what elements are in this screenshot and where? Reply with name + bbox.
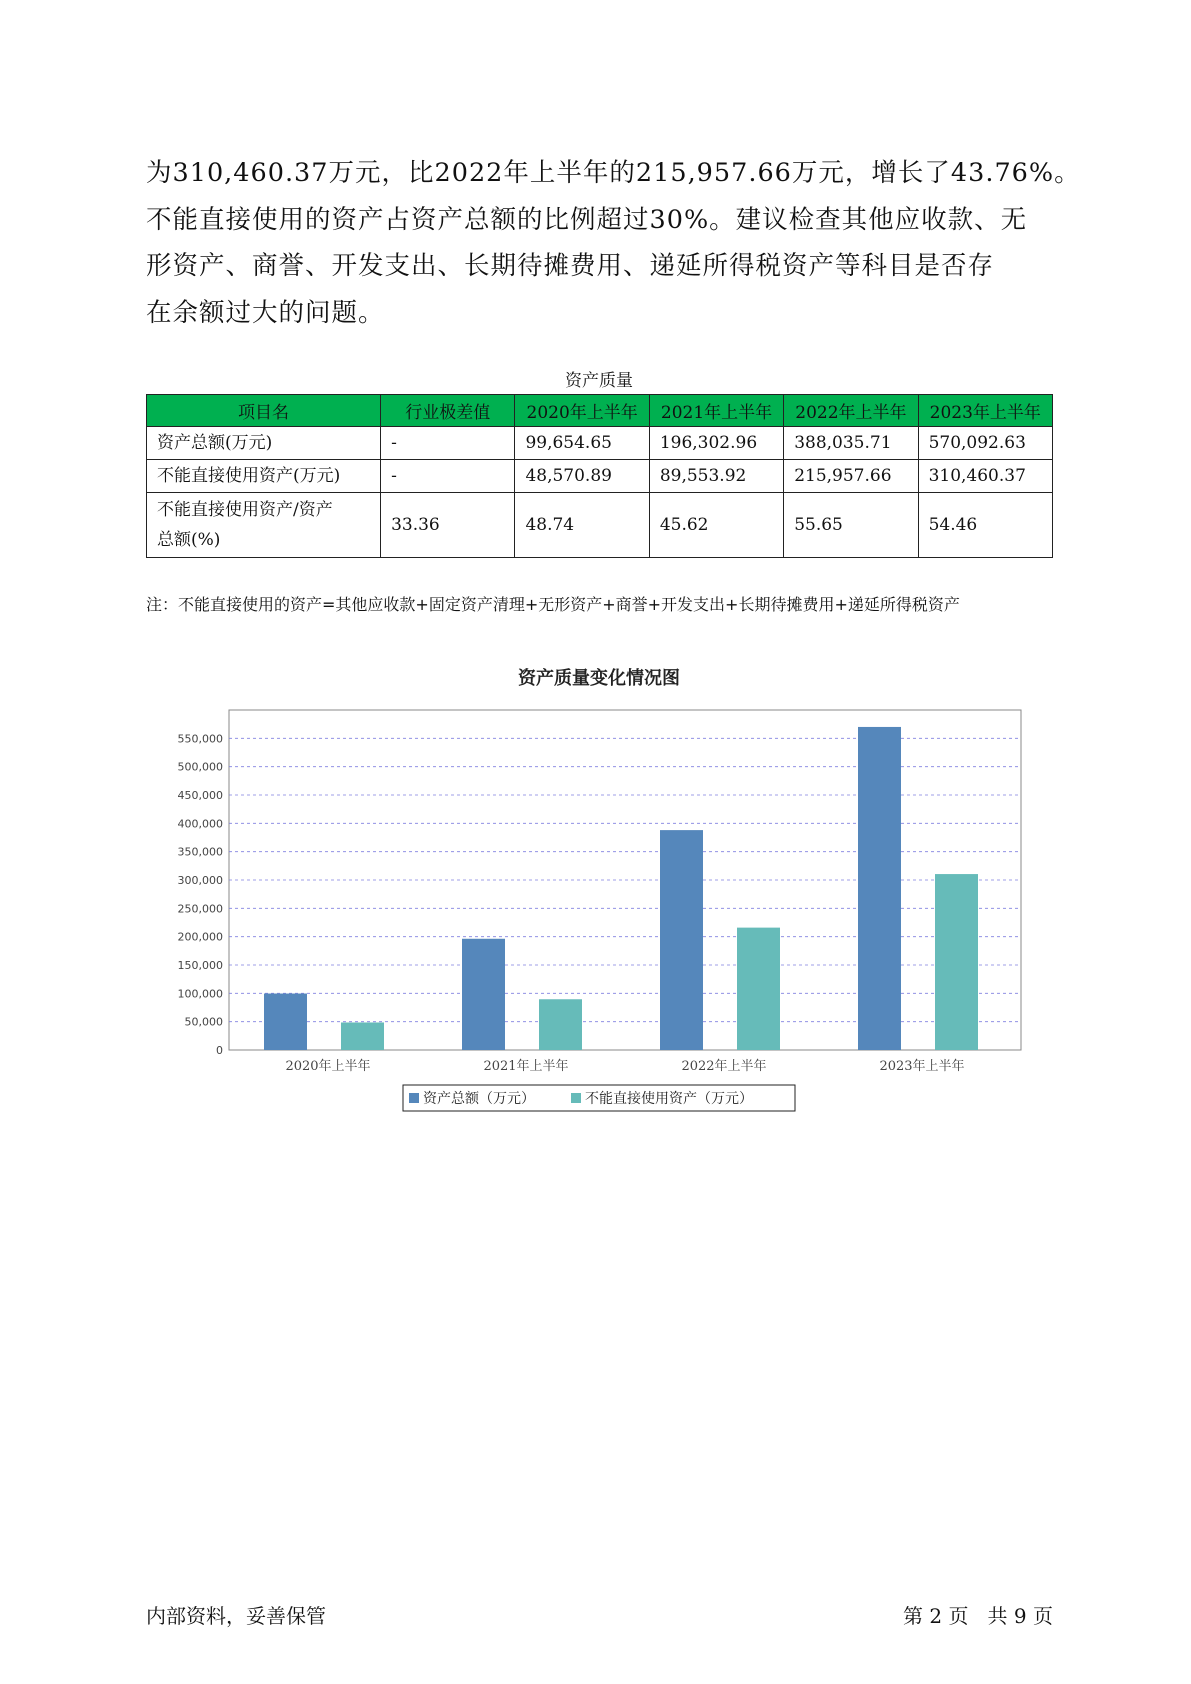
y-tick-label: 200,000 bbox=[177, 930, 223, 944]
legend-label: 资产总额（万元） bbox=[423, 1091, 535, 1107]
table-cell: 55.65 bbox=[784, 493, 918, 558]
legend-swatch bbox=[409, 1093, 419, 1103]
table-cell: 215,957.66 bbox=[784, 460, 918, 493]
table-caption: 资产质量 bbox=[565, 371, 633, 391]
y-tick-label: 250,000 bbox=[177, 902, 223, 916]
table-cell: 48,570.89 bbox=[515, 460, 649, 493]
header-2021h1: 2021年上半年 bbox=[649, 395, 783, 427]
header-2022h1: 2022年上半年 bbox=[784, 395, 918, 427]
y-tick-label: 150,000 bbox=[177, 959, 223, 972]
body-line-3: 形资产、商誉、开发支出、长期待摊费用、递延所得税资产等科目是否存 bbox=[146, 251, 995, 281]
table-cell: 196,302.96 bbox=[649, 427, 783, 460]
bar bbox=[264, 994, 307, 1050]
bar bbox=[462, 939, 505, 1050]
y-tick-label: 500,000 bbox=[177, 760, 223, 774]
row-name bbox=[147, 493, 381, 558]
table-cell: - bbox=[381, 427, 515, 460]
x-tick-label: 2020年上半年 bbox=[285, 1059, 371, 1074]
bar bbox=[341, 1022, 384, 1050]
table-note: 注：不能直接使用的资产=其他应收款+固定资产清理+无形资产+商誉+开发支出+长期待摊费用+递延所得税资产 bbox=[146, 595, 960, 614]
body-line-2: 不能直接使用的资产占资产总额的比例超过30%。建议检查其他应收款、无 bbox=[146, 204, 1028, 235]
table-cell: 54.46 bbox=[918, 493, 1052, 558]
y-tick-label: 0 bbox=[216, 1044, 223, 1057]
table-cell: 45.62 bbox=[649, 493, 783, 558]
header-2023h1: 2023年上半年 bbox=[918, 395, 1052, 427]
x-tick-label: 2022年上半年 bbox=[681, 1059, 767, 1074]
table-row bbox=[147, 460, 1053, 493]
table-cell: 33.36 bbox=[381, 493, 515, 558]
y-tick-label: 450,000 bbox=[177, 789, 223, 802]
table-cell: 570,092.63 bbox=[918, 427, 1052, 460]
bar bbox=[660, 830, 703, 1050]
bar bbox=[539, 999, 582, 1050]
table-cell: 99,654.65 bbox=[515, 427, 649, 460]
chart-svg bbox=[146, 660, 1053, 1120]
bar bbox=[737, 928, 780, 1050]
footer-confidential: 内部资料，妥善保管 bbox=[146, 1604, 326, 1628]
table-cell: 89,553.92 bbox=[649, 460, 783, 493]
body-line-4: 在余额过大的问题。 bbox=[146, 297, 385, 328]
table-row bbox=[147, 493, 1053, 558]
header-item-name: 项目名 bbox=[147, 395, 381, 427]
table-cell: 388,035.71 bbox=[784, 427, 918, 460]
y-tick-label: 350,000 bbox=[177, 845, 223, 859]
x-tick-label: 2023年上半年 bbox=[879, 1059, 965, 1074]
asset-quality-chart bbox=[146, 660, 1053, 1120]
x-tick-label: 2021年上半年 bbox=[483, 1059, 569, 1074]
y-tick-label: 300,000 bbox=[177, 874, 223, 887]
footer-page-number: 第 2 页 共 9 页 bbox=[903, 1604, 1053, 1628]
legend-swatch bbox=[571, 1093, 581, 1103]
table-header-row bbox=[147, 395, 1053, 427]
row-name-line-2: 总额(%) bbox=[157, 530, 221, 550]
y-tick-label: 400,000 bbox=[177, 817, 223, 831]
bar bbox=[935, 874, 978, 1050]
table-cell: 48.74 bbox=[515, 493, 649, 558]
row-name: 不能直接使用资产(万元) bbox=[147, 460, 381, 493]
y-tick-label: 550,000 bbox=[177, 732, 223, 746]
table-cell: 310,460.37 bbox=[918, 460, 1052, 493]
table-cell: - bbox=[381, 460, 515, 493]
header-industry-range: 行业极差值 bbox=[381, 395, 515, 427]
table-row bbox=[147, 427, 1053, 460]
header-2020h1: 2020年上半年 bbox=[515, 395, 649, 427]
body-line-1: 为310,460.37万元，比2022年上半年的215,957.66万元，增长了43.76%。 bbox=[146, 158, 1081, 188]
bar bbox=[858, 727, 901, 1050]
y-tick-label: 50,000 bbox=[184, 1015, 223, 1029]
row-name: 资产总额(万元) bbox=[147, 427, 381, 460]
asset-quality-table bbox=[146, 394, 1053, 558]
legend-label: 不能直接使用资产（万元） bbox=[585, 1091, 753, 1107]
chart-title: 资产质量变化情况图 bbox=[518, 668, 680, 689]
y-tick-label: 100,000 bbox=[177, 987, 223, 1001]
row-name-line-1: 不能直接使用资产/资产 bbox=[157, 500, 333, 520]
body-paragraph bbox=[146, 150, 1081, 336]
